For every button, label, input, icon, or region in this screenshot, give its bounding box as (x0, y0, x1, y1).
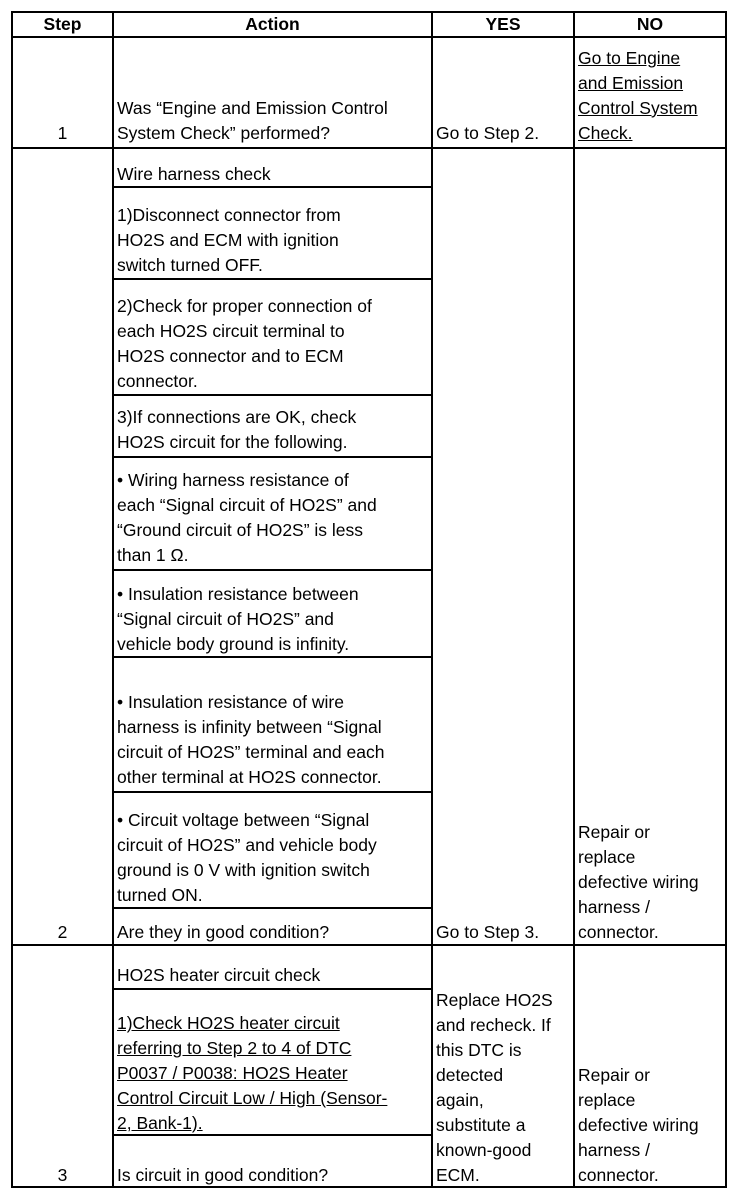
action-item: • Circuit voltage between “Signal circuit of HO2S” and vehicle body ground is 0 V with ignition switch turned ON. (117, 810, 377, 905)
action-item: 3)If connections are OK, check HO2S circuit for the following. (117, 407, 357, 452)
no-text: Repair or replace defective wiring harness / connector. (578, 822, 699, 942)
yes-text: Replace HO2S and recheck. If this DTC is detected again, substitute a known-good ECM. (436, 990, 553, 1185)
yes-text: Go to Step 3. (436, 922, 540, 942)
dtc-p0037-p0038-link[interactable]: 1)Check HO2S heater circuit referring to Step 2 to 4 of DTC P0037 / P0038: HO2S Heater Control Circuit Low / High (Sensor- 2, Bank-1). (117, 1013, 388, 1133)
action-question: Is circuit in good condition? (117, 1165, 329, 1185)
header-yes: YES (485, 14, 521, 34)
table-border-left (11, 11, 13, 1188)
yes-text: Go to Step 2. (436, 123, 540, 143)
action-sub-divider (112, 394, 433, 396)
action-item: 1)Disconnect connector from HO2S and ECM with ignition switch turned OFF. (117, 205, 341, 275)
action-sub-divider (112, 456, 433, 458)
step-number: 1 (57, 123, 68, 143)
action-heading: Wire harness check (117, 164, 271, 184)
action-item: 2)Check for proper connection of each HO2S circuit terminal to HO2S connector and to ECM connector. (117, 296, 372, 391)
action-sub-divider (112, 791, 433, 793)
action-text: Was “Engine and Emission Control System Check” performed? (117, 98, 388, 143)
action-item: • Insulation resistance between “Signal circuit of HO2S” and vehicle body ground is infinity. (117, 584, 359, 654)
header-no: NO (636, 14, 664, 34)
row-divider-1 (11, 147, 727, 149)
action-item: • Wiring harness resistance of each “Signal circuit of HO2S” and “Ground circuit of HO2S” is less than 1 Ω. (117, 470, 377, 565)
no-text: Repair or replace defective wiring harness / connector. (578, 1065, 699, 1185)
action-question: Are they in good condition? (117, 922, 330, 942)
engine-emission-check-link[interactable]: Go to Engine and Emission Control System Check. (578, 48, 698, 143)
header-divider (11, 36, 727, 38)
action-sub-divider (112, 278, 433, 280)
header-action: Action (245, 14, 300, 34)
table-border-right (725, 11, 727, 1188)
col-divider-3 (573, 11, 575, 1188)
action-sub-divider (112, 988, 433, 990)
action-heading: HO2S heater circuit check (117, 965, 321, 985)
step-number: 3 (57, 1165, 68, 1185)
action-sub-divider (112, 569, 433, 571)
action-item: • Insulation resistance of wire harness is infinity between “Signal circuit of HO2S” terminal and each other terminal at HO2S connector. (117, 692, 385, 787)
step-number: 2 (57, 922, 68, 942)
header-step: Step (43, 14, 82, 34)
